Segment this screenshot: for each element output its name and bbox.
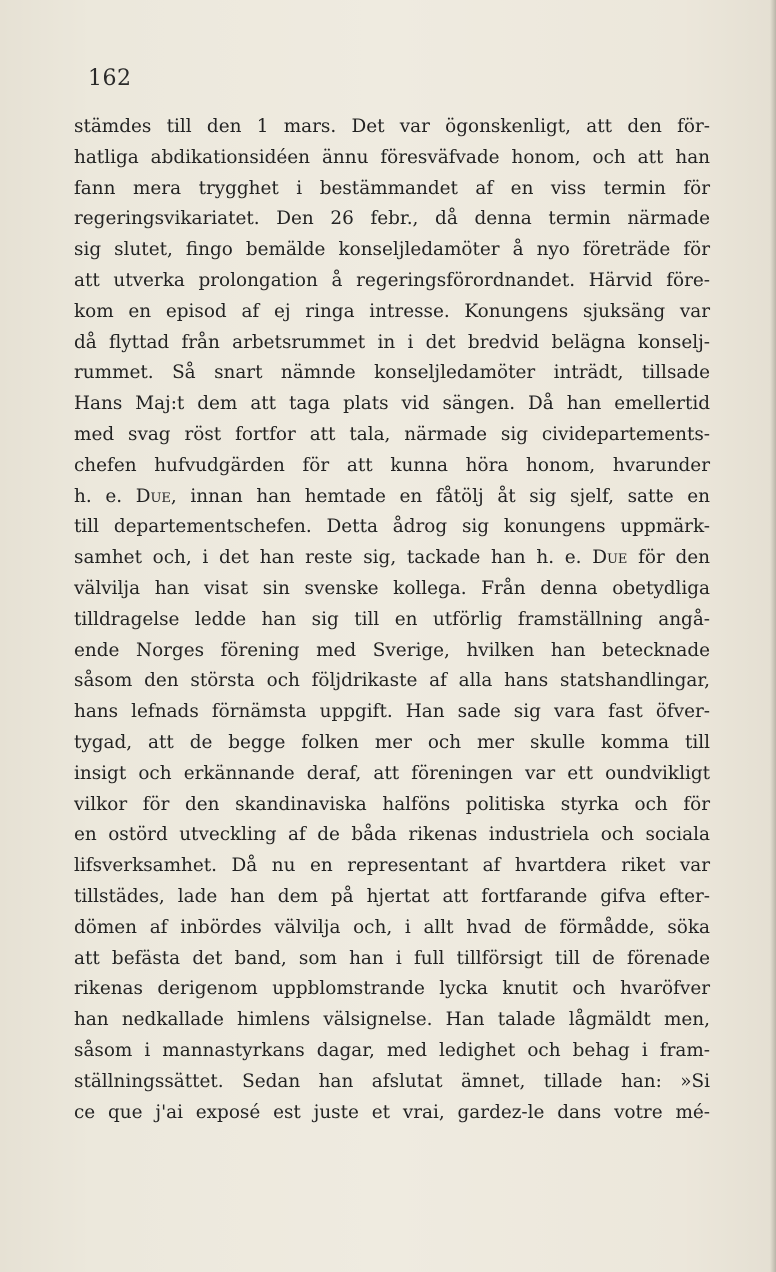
text-line: ende Norges förening med Sverige, hvilken han betecknade <box>74 639 710 661</box>
text-line: hans lefnads förnämsta uppgift. Han sade sig vara fast öfver- <box>74 701 710 723</box>
text-line: tygad, att de begge folken mer och mer skulle komma till <box>74 731 710 753</box>
text-line: såsom den största och följdrikaste af alla hans statshandlingar, <box>74 670 710 692</box>
text-line: ce que j'ai exposé est juste et vrai, gardez-le dans votre mé- <box>74 1101 710 1123</box>
text-line: en ostörd utveckling af de båda rikenas industriela och sociala <box>74 824 710 846</box>
text-line: att befästa det band, som han i full tillförsigt till de förenade <box>74 947 710 969</box>
text-line: rikenas derigenom uppblomstrande lycka knutit och hvaröfver <box>74 978 710 1000</box>
text-line: stämdes till den 1 mars. Det var ögonskenligt, att den för- <box>74 116 710 137</box>
text-line: rummet. Så snart nämnde konseljledamöter inträdt, tillsade <box>74 362 710 384</box>
text-line: lifsverksamhet. Då nu en representant af hvartdera riket var <box>74 855 710 877</box>
text-line: kom en episod af ej ringa intresse. Konungens sjuksäng var <box>74 300 710 322</box>
text-line: tilldragelse ledde han sig till en utförlig framställning angå- <box>74 608 710 630</box>
text-line: då flyttad från arbetsrummet in i det bredvid belägna konselj- <box>74 331 710 353</box>
body-text <box>74 112 710 1128</box>
text-line: regeringsvikariatet. Den 26 febr., då denna termin närmade <box>74 208 710 230</box>
text-line: insigt och erkännande deraf, att föreningen var ett oundvikligt <box>74 762 710 784</box>
page-number: 162 <box>88 66 132 91</box>
text-line: tillstädes, lade han dem på hjertat att fortfarande gifva efter- <box>74 885 710 907</box>
text-line: till departementschefen. Detta ådrog sig konungens uppmärk- <box>74 516 710 538</box>
small-caps-name: Due <box>592 547 628 569</box>
text-line: att utverka prolongation å regeringsförordnandet. Härvid före- <box>74 269 710 291</box>
small-caps-name: Due <box>135 485 171 507</box>
text-line: Hans Maj:t dem att taga plats vid sängen. Då han emellertid <box>74 393 710 415</box>
text-line: såsom i mannastyrkans dagar, med ledighet och behag i fram- <box>74 1039 710 1061</box>
text-line: sig slutet, fingo bemälde konseljledamöter å nyo företräde för <box>74 239 710 261</box>
page-edge-shadow <box>770 0 776 1272</box>
text-line: dömen af inbördes välvilja och, i allt hvad de förmådde, söka <box>74 916 710 938</box>
text-line: hatliga abdikationsidéen ännu föresväfvade honom, och att han <box>74 146 710 168</box>
text-line: chefen hufvudgärden för att kunna höra honom, hvarunder <box>74 454 710 476</box>
text-line: välvilja han visat sin svenske kollega. Från denna obetydliga <box>74 577 710 599</box>
text-line: ställningssättet. Sedan han afslutat ämnet, tillade han: »Si <box>74 1070 710 1092</box>
text-line: samhet och, i det han reste sig, tackade han h. e. Due för den <box>74 547 710 569</box>
text-line: fann mera trygghet i bestämmandet af en viss termin för <box>74 177 710 199</box>
text-line: h. e. Due, innan han hemtade en fåtölj åt sig sjelf, satte en <box>74 485 710 507</box>
text-line: med svag röst fortfor att tala, närmade sig cividepartements- <box>74 423 710 445</box>
text-line: vilkor för den skandinaviska halföns politiska styrka och för <box>74 793 710 815</box>
text-line: han nedkallade himlens välsignelse. Han talade lågmäldt men, <box>74 1009 710 1031</box>
